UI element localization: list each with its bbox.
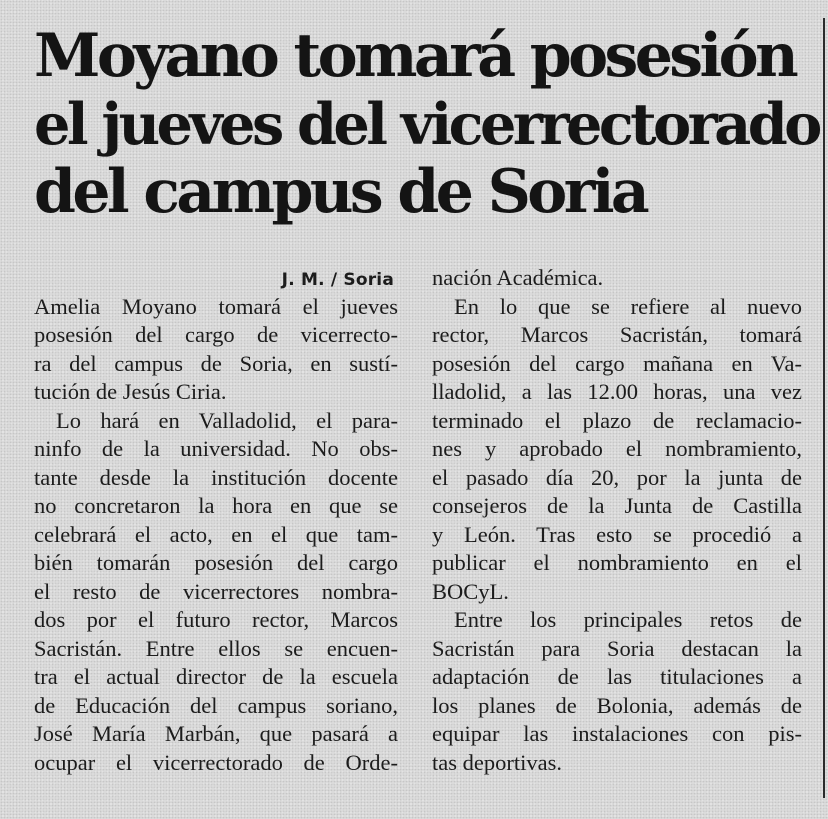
body-line: tante desde la institución docente: [34, 464, 398, 490]
body-line: bién tomarán posesión del cargo: [34, 550, 398, 575]
headline-line-2: el jueves del vicerrectorado: [34, 90, 819, 158]
body-line: el pasado día 20, por la junta de: [432, 464, 802, 490]
body-line: Amelia Moyano tomará el jueves: [34, 293, 398, 319]
body-line: BOCyL.: [432, 578, 509, 604]
body-line: adaptación de las titulaciones a: [432, 664, 802, 689]
body-line: Sacristán. Entre ellos se encuen-: [34, 635, 398, 661]
byline: J. M. / Soria: [281, 270, 394, 290]
body-line: posesión del cargo de vicerrecto-: [34, 322, 398, 347]
body-line: dos por el futuro rector, Marcos: [34, 607, 398, 632]
headline-line-3: del campus de Soria: [34, 157, 647, 227]
body-line: nes y aprobado el nombramiento,: [432, 436, 802, 461]
body-line: terminado el plazo de reclamacio-: [432, 407, 802, 433]
body-line: ocupar el vicerrectorado de Orde-: [34, 749, 398, 775]
column-right: [432, 264, 802, 777]
body-line: tra el actual director de la escuela: [34, 664, 398, 689]
body-line: consejeros de la Junta de Castilla: [432, 493, 802, 518]
headline-line-1: Moyano tomará posesión: [34, 21, 796, 91]
body-line: posesión del cargo mañana en Va-: [432, 350, 802, 376]
body-line: José María Marbán, que pasará a: [34, 721, 398, 746]
body-line: rector, Marcos Sacristán, tomará: [432, 322, 802, 347]
body-line: Lo hará en Valladolid, el para-: [56, 407, 398, 433]
body-line: ninfo de la universidad. No obs-: [34, 436, 398, 461]
body-line: equipar las instalaciones con pis-: [432, 721, 802, 746]
body-line: ra del campus de Soria, en sustí-: [34, 350, 398, 376]
body-line: lladolid, a las 12.00 horas, una vez: [432, 379, 802, 404]
body-line: Sacristán para Soria destacan la: [432, 635, 802, 661]
body-line: nación Académica.: [432, 265, 604, 290]
byline-line: [34, 264, 398, 293]
column-rule: [823, 18, 825, 798]
body-line: no concretaron la hora en que se: [34, 493, 398, 518]
body-line: Entre los principales retos de: [454, 607, 802, 632]
body-line: los planes de Bolonia, además de: [432, 692, 802, 718]
body-line: de Educación del campus soriano,: [34, 692, 398, 718]
body-line: tución de Jesús Ciria.: [34, 379, 227, 404]
body-line: publicar el nombramiento en el: [432, 550, 802, 575]
body-line: y León. Tras esto se procedió a: [432, 521, 802, 547]
body-line: celebrará el acto, en el que tam-: [34, 521, 398, 547]
body-line: En lo que se refiere al nuevo: [454, 293, 802, 319]
column-left: [34, 264, 398, 777]
body-line: tas deportivas.: [432, 749, 562, 775]
headline: [34, 22, 824, 226]
body-line: el resto de vicerrectores nombra-: [34, 578, 398, 604]
